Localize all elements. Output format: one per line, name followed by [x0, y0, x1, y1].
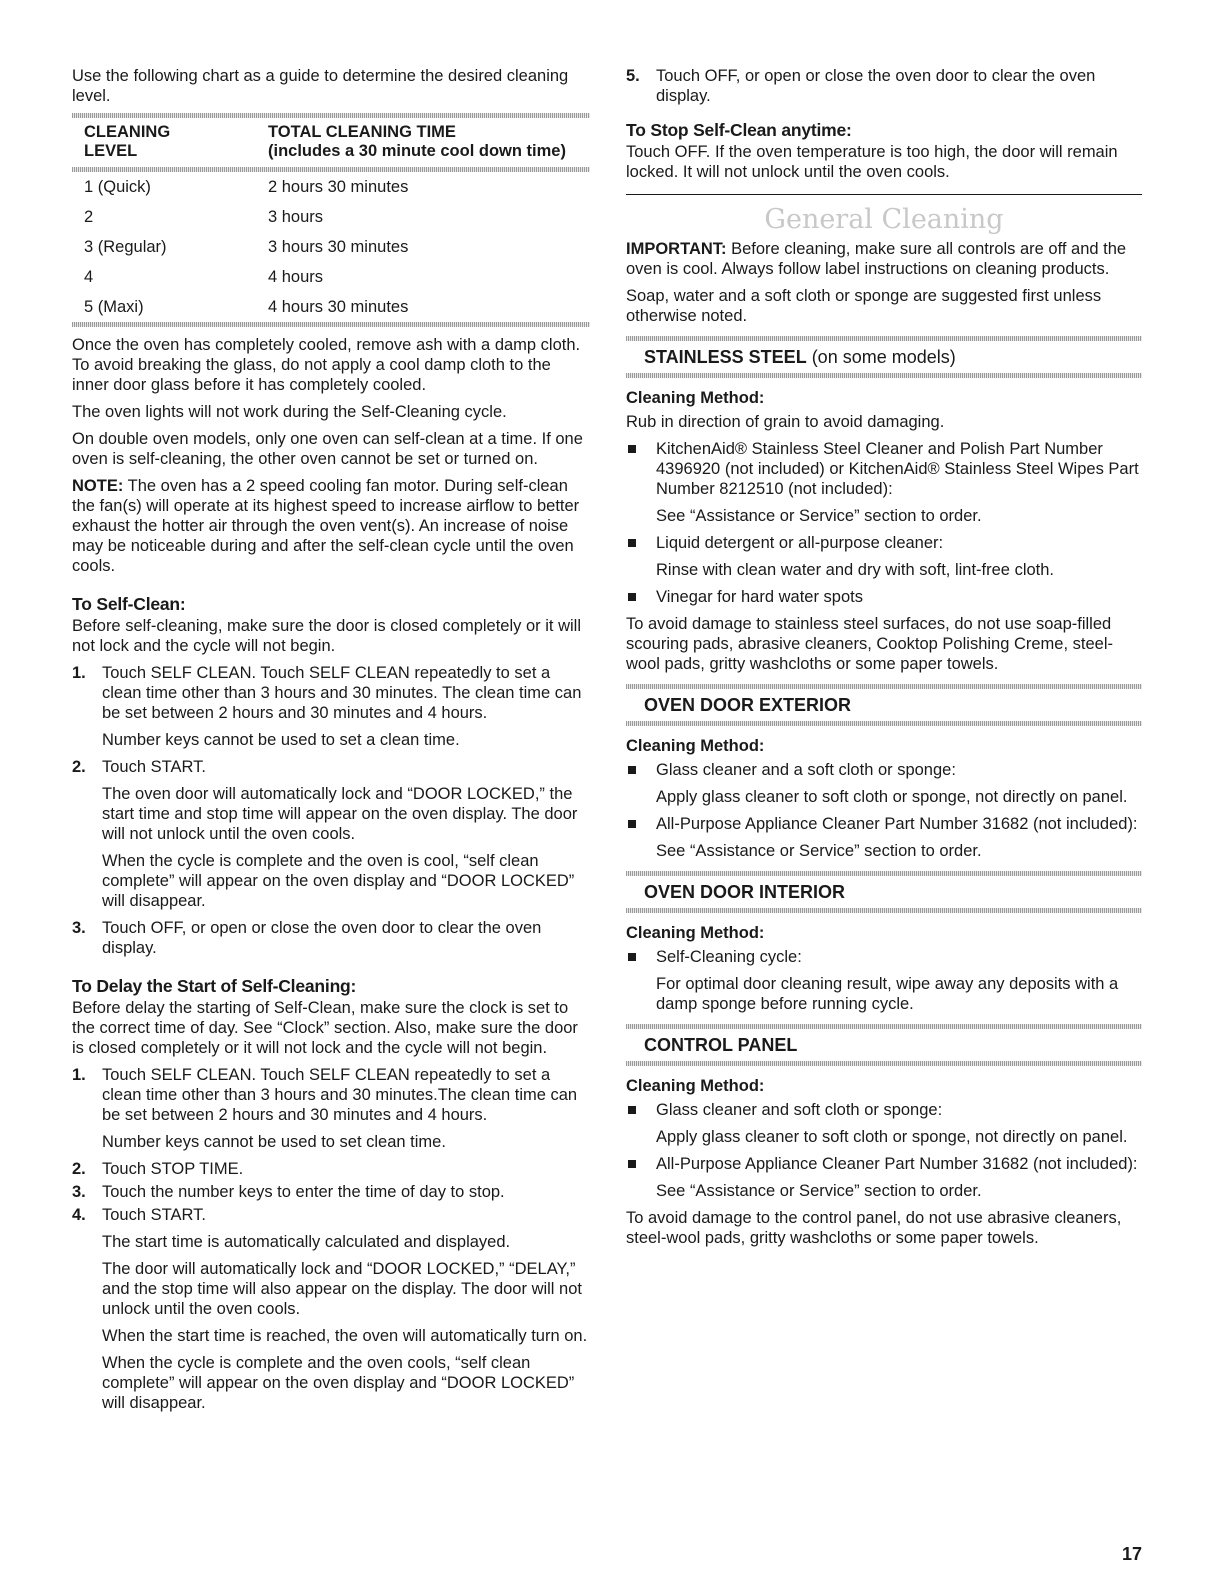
step-number: 2.	[72, 758, 86, 776]
control-panel-heading: CONTROL PANEL	[644, 1035, 798, 1055]
bullet-text: For optimal door cleaning result, wipe away any deposits with a damp sponge before running cycle.	[656, 975, 1119, 1013]
list-item	[626, 947, 1142, 1014]
step-number: 1.	[72, 1066, 86, 1084]
chart-intro: Use the following chart as a guide to determine the desired cleaning level.	[72, 67, 569, 105]
list-item	[626, 587, 1142, 607]
list-item	[626, 1100, 1142, 1147]
list-item	[72, 1159, 590, 1179]
section-bottom-rule	[626, 373, 1142, 378]
right-column	[626, 66, 1142, 1255]
time-cell: 4 hours 30 minutes	[268, 298, 409, 316]
cleaning-method-label: Cleaning Method:	[626, 924, 765, 942]
self-clean-intro: Before self-cleaning, make sure the door is closed completely or it will not lock and the cycle will not begin.	[72, 617, 581, 655]
bullet-square-icon	[628, 1160, 636, 1168]
step-number: 3.	[72, 1183, 86, 1201]
table-row	[72, 172, 590, 202]
oven-door-exterior-heading: OVEN DOOR EXTERIOR	[644, 695, 852, 715]
bullet-text: Apply glass cleaner to soft cloth or sponge, not directly on panel.	[656, 788, 1128, 806]
table-row	[72, 292, 590, 322]
general-cleaning-title: General Cleaning	[764, 204, 1004, 235]
level-cell: 3 (Regular)	[84, 238, 167, 256]
left-column	[72, 66, 590, 1420]
delay-heading: To Delay the Start of Self-Cleaning:	[72, 976, 357, 996]
bullet-text: See “Assistance or Service” section to order.	[656, 1182, 982, 1200]
list-item	[626, 533, 1142, 580]
section-bottom-rule	[626, 1061, 1142, 1066]
stainless-closing: To avoid damage to stainless steel surfaces, do not use soap-filled scouring pads, abrasive cleaners, Cooktop Polishing Creme, steel-wool pads, gritty washcloths or some paper towels.	[626, 615, 1113, 673]
bullet-text: Vinegar for hard water spots	[656, 588, 863, 606]
list-item	[72, 663, 590, 750]
section-bottom-rule	[626, 721, 1142, 726]
oven-door-exterior-section	[626, 684, 1142, 861]
time-cell: 3 hours 30 minutes	[268, 238, 409, 256]
col-header-level	[72, 118, 256, 167]
delay-steps	[72, 1065, 590, 1413]
list-item	[626, 439, 1142, 526]
time-cell: 4 hours	[268, 268, 324, 286]
self-clean-steps-continued	[626, 66, 1142, 106]
method-intro: Rub in direction of grain to avoid damaging.	[626, 413, 945, 431]
col-header-time-line1: TOTAL CLEANING TIME	[268, 123, 456, 141]
bullet-text: Apply glass cleaner to soft cloth or sponge, not directly on panel.	[656, 1128, 1128, 1146]
level-cell: 5 (Maxi)	[84, 298, 144, 316]
door-exterior-bullets	[626, 760, 1142, 861]
step-text: Touch START.	[102, 1206, 206, 1224]
step-text: Number keys cannot be used to set clean time.	[102, 1133, 446, 1151]
table-bottom-rule	[72, 322, 590, 327]
bullet-text: See “Assistance or Service” section to order.	[656, 507, 982, 525]
table-header-row	[72, 118, 590, 167]
note-label: NOTE:	[72, 477, 124, 495]
step-text: Touch STOP TIME.	[102, 1160, 244, 1178]
oven-door-interior-heading: OVEN DOOR INTERIOR	[644, 882, 846, 902]
bullet-square-icon	[628, 820, 636, 828]
bullet-square-icon	[628, 445, 636, 453]
time-cell: 2 hours 30 minutes	[268, 178, 409, 196]
bullet-text: All-Purpose Appliance Cleaner Part Number 31682 (not included):	[656, 815, 1138, 833]
stainless-steel-section	[626, 336, 1142, 674]
cleaning-method-label: Cleaning Method:	[626, 737, 765, 755]
stainless-steel-heading	[626, 341, 1142, 373]
bullet-text: KitchenAid® Stainless Steel Cleaner and Polish Part Number 4396920 (not included) or KitchenAid® Stainless Steel Wipes Part Number 8212510 (not included):	[656, 440, 1139, 498]
col-header-level-line2: LEVEL	[84, 142, 138, 160]
soap-paragraph: Soap, water and a soft cloth or sponge are suggested first unless otherwise noted.	[626, 287, 1102, 325]
list-item	[72, 1182, 590, 1202]
bullet-square-icon	[628, 766, 636, 774]
bullet-text: Liquid detergent or all-purpose cleaner:	[656, 534, 944, 552]
step-text: Touch SELF CLEAN. Touch SELF CLEAN repeatedly to set a clean time other than 3 hours and 30 minutes. The clean time can be set between 2 hours and 30 minutes and 4 hours.	[102, 664, 582, 722]
list-item	[72, 757, 590, 911]
list-item	[626, 66, 1142, 106]
step-text: The door will automatically lock and “DOOR LOCKED,” “DELAY,” and the stop time will also appear on the display. The door will not unlock until the oven cools.	[102, 1260, 582, 1318]
cleaning-method-label: Cleaning Method:	[626, 1077, 765, 1095]
step-number: 1.	[72, 664, 86, 682]
table-row	[72, 262, 590, 292]
control-panel-bullets	[626, 1100, 1142, 1201]
lights-paragraph: The oven lights will not work during the Self-Cleaning cycle.	[72, 403, 507, 421]
section-divider	[626, 194, 1142, 195]
page-number: 17	[1121, 1544, 1142, 1564]
bullet-text: Glass cleaner and a soft cloth or sponge:	[656, 761, 956, 779]
step-text: The start time is automatically calculated and displayed.	[102, 1233, 511, 1251]
step-number: 5.	[626, 67, 640, 85]
bullet-text: Rinse with clean water and dry with soft, lint-free cloth.	[656, 561, 1055, 579]
list-item	[72, 918, 590, 958]
step-text: Touch SELF CLEAN. Touch SELF CLEAN repeatedly to set a clean time other than 3 hours and 30 minutes.The clean time can be set between 2 hours and 30 minutes and 4 hours.	[102, 1066, 578, 1124]
col-header-time-line2: (includes a 30 minute cool down time)	[268, 142, 566, 160]
bullet-text: See “Assistance or Service” section to order.	[656, 842, 982, 860]
step-text: Touch OFF, or open or close the oven door to clear the oven display.	[656, 67, 1096, 105]
step-text: Touch OFF, or open or close the oven door to clear the oven display.	[102, 919, 542, 957]
note-text: The oven has a 2 speed cooling fan motor. During self-clean the fan(s) will operate at its highest speed to increase airflow to better exhaust the hotter air through the oven vent(s). An increase of noise may be noticeable during and after the self-clean cycle until the oven cools.	[72, 477, 580, 575]
bullet-square-icon	[628, 539, 636, 547]
level-cell: 2	[84, 208, 94, 226]
table-row	[72, 232, 590, 262]
list-item	[626, 814, 1142, 861]
section-heading-text: STAINLESS STEEL	[644, 347, 807, 367]
step-number: 2.	[72, 1160, 86, 1178]
step-number: 4.	[72, 1206, 86, 1224]
bullet-text: Self-Cleaning cycle:	[656, 948, 802, 966]
stop-self-clean-heading: To Stop Self-Clean anytime:	[626, 120, 852, 140]
bullet-text: Glass cleaner and soft cloth or sponge:	[656, 1101, 943, 1119]
section-heading-note: (on some models)	[806, 347, 956, 367]
control-panel-section	[626, 1024, 1142, 1248]
important-label: IMPORTANT:	[626, 240, 727, 258]
list-item	[626, 1154, 1142, 1201]
step-text: When the start time is reached, the oven will automatically turn on.	[102, 1327, 588, 1345]
double-oven-paragraph: On double oven models, only one oven can self-clean at a time. If one oven is self-cleaning, the other oven cannot be set or turned on.	[72, 430, 583, 468]
note-paragraph	[72, 476, 590, 576]
step-text: Touch the number keys to enter the time of day to stop.	[102, 1183, 505, 1201]
bullet-square-icon	[628, 1106, 636, 1114]
bullet-text: All-Purpose Appliance Cleaner Part Number 31682 (not included):	[656, 1155, 1138, 1173]
oven-door-interior-section	[626, 871, 1142, 1014]
time-cell: 3 hours	[268, 208, 324, 226]
section-bottom-rule	[626, 908, 1142, 913]
level-cell: 1 (Quick)	[84, 178, 151, 196]
list-item	[72, 1205, 590, 1413]
step-number: 3.	[72, 919, 86, 937]
stainless-bullets	[626, 439, 1142, 607]
self-clean-heading: To Self-Clean:	[72, 594, 186, 614]
level-cell: 4	[84, 268, 94, 286]
important-text: Before cleaning, make sure all controls are off and the oven is cool. Always follow label instructions on cleaning products.	[626, 240, 1127, 278]
control-panel-closing: To avoid damage to the control panel, do not use abrasive cleaners, steel-wool pads, gritty washcloths or some paper towels.	[626, 1209, 1122, 1247]
step-text: When the cycle is complete and the oven is cool, “self clean complete” will appear on the oven display and “DOOR LOCKED” will disappear.	[102, 852, 575, 910]
col-header-time	[256, 118, 590, 167]
list-item	[72, 1065, 590, 1152]
list-item	[626, 760, 1142, 807]
cleaning-method-label: Cleaning Method:	[626, 389, 765, 407]
bullet-square-icon	[628, 593, 636, 601]
step-text: The oven door will automatically lock and “DOOR LOCKED,” the start time and stop time will appear on the oven display. The door will not unlock until the oven cools.	[102, 785, 578, 843]
step-text: Number keys cannot be used to set a clean time.	[102, 731, 460, 749]
col-header-level-line1: CLEANING	[84, 123, 171, 141]
ash-paragraph: Once the oven has completely cooled, remove ash with a damp cloth. To avoid breaking the glass, do not apply a cool damp cloth to the inner door glass before it has completely cooled.	[72, 336, 581, 394]
step-text: Touch START.	[102, 758, 206, 776]
important-paragraph	[626, 239, 1142, 279]
stop-self-clean-text: Touch OFF. If the oven temperature is too high, the door will remain locked. It will not unlock until the oven cools.	[626, 143, 1118, 181]
step-text: When the cycle is complete and the oven cools, “self clean complete” will appear on the oven display and “DOOR LOCKED” will disappear.	[102, 1354, 575, 1412]
self-clean-steps	[72, 663, 590, 958]
cleaning-level-table	[72, 118, 590, 322]
table-row	[72, 202, 590, 232]
bullet-square-icon	[628, 953, 636, 961]
delay-intro: Before delay the starting of Self-Clean, make sure the clock is set to the correct time of day. See “Clock” section. Also, make sure the door is closed completely or it will not lock and the cycle will not begin.	[72, 999, 578, 1057]
door-interior-bullets	[626, 947, 1142, 1014]
